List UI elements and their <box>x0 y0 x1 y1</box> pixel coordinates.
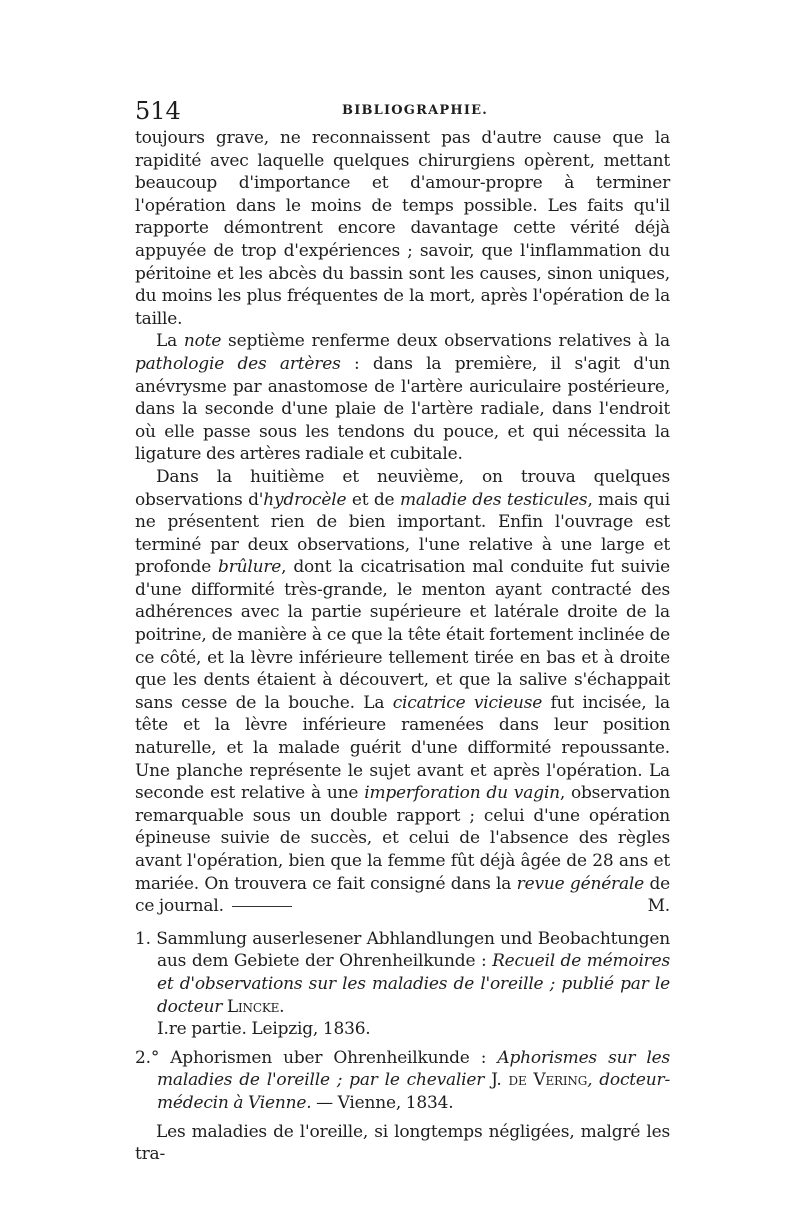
entry-french-title: Aphorismes sur les maladies de l'oreille ; par le chevalier <box>157 1047 670 1091</box>
text-run: de ce journal. <box>135 873 671 917</box>
text-run: , dont la cicatrisation mal conduite fut suivie d'une difformité très-grande, le menton ayant contracté des adhérences avec la partie supérieure et latérale droite de la poitrine, de manière à ce que la tête était fortement inclinée de ce côté, et la lèvre inférieure tellement tirée en bas et à droite que les dents étaient à découvert, et que la salive s'échappait sans cesse de la bouche. La <box>135 557 670 713</box>
entry-author: Lincke. <box>222 996 285 1017</box>
entry-number: 2.° <box>135 1047 160 1068</box>
entry-title: Sammlung auserlesener Abhlandlungen und Beobachtungen aus dem Gebiete der Ohrenheilkunde : <box>150 928 670 972</box>
book-page <box>135 97 670 1166</box>
text-run: , observation remarquable sous un double rapport ; celui d'une opération épineuse suivie de succès, et celui de l'absence des règles avant l'opération, bien que la femme fût déjà âgée de 28 ans et mariée. On trouvera ce fait consigné dans la <box>135 783 670 894</box>
separator-rule <box>232 906 292 907</box>
paragraph-2 <box>135 330 670 466</box>
entry-french-title: , docteur-médecin à Vienne. <box>157 1070 670 1113</box>
text-run: et de <box>346 489 400 510</box>
paragraph-1: toujours grave, ne reconnaissent pas d'autre cause que la rapidité avec laquelle quelques chirurgiens opèrent, mettant beaucoup d'importance et d'amour-propre à terminer l'opération dans le moins de temps possible. Les faits qu'il rapporte démontrent encore davantage cette vérité déjà appuyée de trop d'expériences ; savoir, que l'inflammation du péritoine et les abcès du bassin sont les causes, sinon uniques, du moins les plus fréquentes de la mort, après l'opération de la taille. <box>135 128 670 329</box>
italic-term: cicatrice vicieuse <box>392 692 543 713</box>
entry-number: 1. <box>135 928 151 949</box>
italic-term: note <box>183 331 222 352</box>
italic-term: brûlure <box>218 557 282 578</box>
page-header <box>135 97 670 127</box>
entry-title: Aphorismen uber Ohrenheilkunde : <box>159 1047 498 1068</box>
running-title: BIBLIOGRAPHIE. <box>342 103 488 118</box>
entry-french-title: Recueil de mémoires et d'observations sur les maladies de l'oreille ; publié par le docteur <box>157 951 670 1017</box>
page-number: 514 <box>135 97 181 125</box>
text-run: La <box>156 331 184 352</box>
text-run: , mais qui ne présentent rien de bien important. Enfin l'ouvrage est terminé par deux observations, l'une relative à une large et profonde <box>135 489 670 578</box>
bibliography-entry-1 <box>135 928 670 1041</box>
italic-term: imperforation du vagin <box>364 783 560 804</box>
italic-term: revue générale <box>516 873 645 894</box>
italic-term: pathologie des artères <box>135 353 341 374</box>
entry-imprint: I.re partie. Leipzig, 1836. <box>157 1019 371 1040</box>
text-run: Dans la huitième et neuvième, on trouva quelques observations d' <box>135 466 670 510</box>
text-run: : dans la première, il s'agit d'un anévrysme par anastomose de l'artère auriculaire postérieure, dans la seconde d'une plaie de l'artère radiale, dans l'endroit où elle passe sous les tendons du pouce, et qui nécessita la ligature des artères radiale et cubitale. <box>135 353 670 465</box>
entry-author: J. de Vering <box>484 1070 588 1091</box>
italic-term: maladie des testicules <box>399 489 588 510</box>
bibliography-entry-2 <box>135 1047 670 1115</box>
italic-term: hydrocèle <box>263 489 347 510</box>
paragraph-3 <box>135 466 670 918</box>
signature: M. <box>647 896 670 917</box>
text-run: septième renferme deux observations relatives à la <box>221 331 670 352</box>
text-run: fut incisée, la tête et la lèvre inférieure ramenées dans leur position naturelle, et la malade guérit d'une difformité repoussante. Une planche représente le sujet avant et après l'opération. La seconde est relative à une <box>135 692 670 804</box>
review-start: Les maladies de l'oreille, si longtemps négligées, malgré les tra- <box>135 1121 670 1165</box>
main-text <box>135 127 670 1166</box>
entry-imprint: — Vienne, 1834. <box>311 1092 454 1113</box>
